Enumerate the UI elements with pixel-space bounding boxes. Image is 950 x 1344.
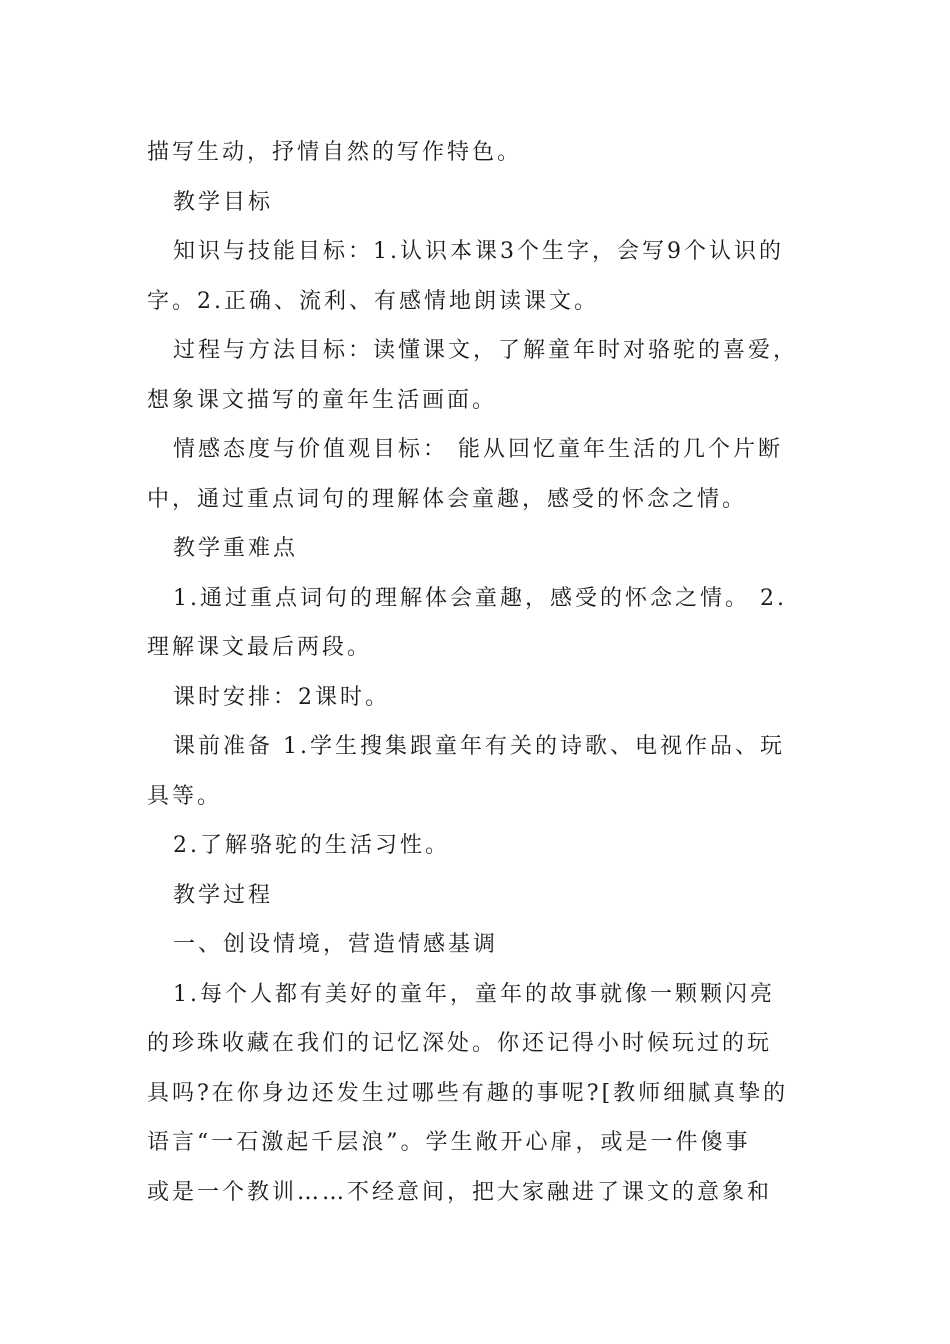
paragraph — [147, 821, 827, 871]
paragraph — [147, 920, 827, 970]
paragraph — [147, 871, 827, 921]
text-line: 具等。 — [147, 783, 223, 809]
text-line: 想象课文描写的童年生活画面。 — [147, 387, 498, 413]
paragraph — [147, 227, 827, 326]
text-line: 中，通过重点词句的理解体会童趣，感受的怀念之情。 — [147, 486, 748, 512]
text-line: 描写生动，抒情自然的写作特色。 — [147, 140, 523, 165]
text-line: 的珍珠收藏在我们的记忆深处。你还记得小时候玩过的玩 — [147, 1031, 773, 1056]
document-body — [147, 128, 827, 1217]
paragraph — [147, 425, 827, 524]
paragraph — [147, 673, 827, 723]
paragraph — [147, 326, 827, 425]
text-line: 课前准备 1.学生搜集跟童年有关的诗歌、电视作品、玩 — [173, 734, 785, 759]
text-line: 教学过程 — [173, 882, 274, 908]
text-line: 2.了解骆驼的生活习性。 — [173, 833, 450, 858]
paragraph — [147, 178, 827, 228]
paragraph — [147, 128, 827, 178]
paragraph — [147, 574, 827, 673]
paragraph — [147, 524, 827, 574]
text-line: 课时安排：2课时。 — [173, 684, 390, 710]
text-line: 教学重难点 — [173, 536, 299, 561]
paragraph — [147, 970, 827, 1218]
text-line: 一、创设情境，营造情感基调 — [173, 932, 499, 957]
text-line: 1.通过重点词句的理解体会童趣，感受的怀念之情。 2. — [173, 585, 787, 611]
text-line: 教学目标 — [173, 189, 274, 215]
text-line: 1.每个人都有美好的童年，童年的故事就像一颗颗闪亮 — [173, 981, 775, 1007]
text-line: 具吗?在你身边还发生过哪些有趣的事呢?[教师细腻真挚的 — [147, 1080, 789, 1106]
text-line: 情感态度与价值观目标： 能从回忆童年生活的几个片断 — [173, 437, 783, 462]
text-line: 或是一个教训……不经意间，把大家融进了课文的意象和 — [147, 1179, 773, 1205]
text-line: 知识与技能目标：1.认识本课3个生字，会写9个认识的 — [173, 239, 784, 264]
text-line: 语言“一石激起千层浪”。学生敞开心扉，或是一件傻事 — [147, 1130, 751, 1155]
text-line: 字。2.正确、流利、有感情地朗读课文。 — [147, 288, 599, 314]
paragraph — [147, 722, 827, 821]
text-line: 过程与方法目标：读懂课文，了解童年时对骆驼的喜爱， — [173, 338, 799, 363]
text-line: 理解课文最后两段。 — [147, 635, 373, 660]
